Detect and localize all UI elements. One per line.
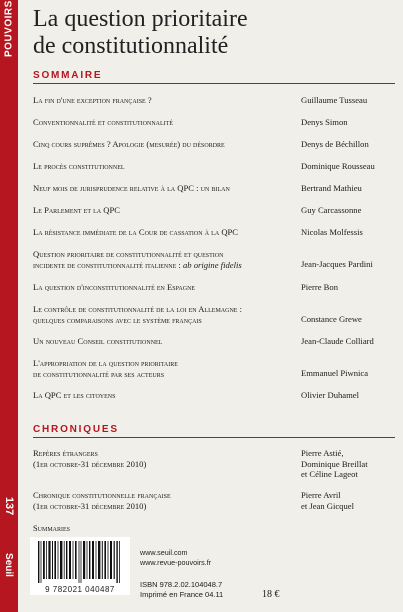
toc-article: La question d'inconstitutionnalité en Espagne: [33, 282, 196, 292]
toc-article-line: quelques comparaisons avec le système français: [33, 314, 202, 325]
toc-author: Dominique Rousseau: [301, 161, 375, 171]
printed-in: Imprimé en France 04.11: [140, 590, 224, 599]
chronique-row: [33, 448, 395, 482]
toc-author: Constance Grewe: [301, 314, 362, 324]
chroniques-rule: [33, 437, 395, 438]
sommaire-rule: [33, 83, 395, 84]
chronique-line: (1er octobre-31 décembre 2010): [33, 458, 147, 469]
barcode-number: 9 782021 040487: [45, 585, 115, 594]
toc-article: Le procès constitutionnel: [33, 161, 125, 171]
toc-article-line: Question prioritaire de constitutionnalité et question: [33, 249, 224, 259]
toc-article-line: Le contrôle de constitutionnalité de la loi en Allemagne :: [33, 304, 243, 314]
toc-author: Nicolas Molfessis: [301, 227, 363, 237]
chronique-author-line: et Jean Gicquel: [301, 500, 354, 511]
toc-article: La résistance immédiate de la Cour de cassation à la QPC: [33, 227, 239, 237]
url-pouvoirs[interactable]: www.revue-pouvoirs.fr: [140, 558, 212, 567]
toc-article: La fin d'une exception française ?: [33, 95, 152, 105]
side-strip: [0, 0, 18, 612]
sommaire-heading: SOMMAIRE: [33, 70, 103, 81]
barcode-bars: [38, 541, 122, 583]
brand-label: POUVOIRS: [3, 0, 15, 58]
toc-article-line: incidente de constitutionnalité italienne :: [33, 259, 181, 270]
toc-author: Bertrand Mathieu: [301, 183, 362, 193]
chronique-line: (1er octobre-31 décembre 2010): [33, 500, 147, 511]
title-line-2: de constitutionnalité: [33, 33, 229, 59]
toc-article-line: L'appropriation de la question prioritaire: [33, 358, 178, 368]
chronique-title: [33, 448, 298, 469]
price: 18 €: [262, 589, 280, 600]
toc-author: Guy Carcassonne: [301, 205, 362, 215]
toc-article: Cinq cours suprêmes ? Apologie (mesurée) du désordre: [33, 139, 225, 149]
toc-article: Neuf mois de jurisprudence relative à la QPC : un bilan: [33, 183, 230, 193]
summaries-label: Summaries: [33, 524, 70, 533]
chronique-author-line: Pierre Astié,: [301, 448, 344, 458]
toc-article-line: de constitutionnalité par ses acteurs: [33, 368, 165, 379]
page-title: [33, 6, 393, 60]
toc-author: Pierre Bon: [301, 282, 338, 292]
toc-author: Jean-Claude Colliard: [301, 336, 374, 346]
chronique-title: [33, 490, 298, 511]
barcode: [30, 537, 130, 595]
footer-urls: [140, 548, 211, 568]
toc-author: Guillaume Tusseau: [301, 95, 368, 105]
title-line-1: La question prioritaire: [33, 6, 248, 32]
toc-article: Le Parlement et la QPC: [33, 205, 120, 215]
chronique-author-line: et Céline Lageot: [301, 469, 358, 479]
isbn: ISBN 978.2.02.104048.7: [140, 580, 223, 589]
toc-article: [33, 304, 298, 325]
chronique-authors: [301, 490, 397, 511]
toc-article-italic: ab origine fidelis: [182, 259, 242, 270]
toc-author: Olivier Duhamel: [301, 390, 359, 400]
chronique-author-line: Pierre Avril: [301, 490, 341, 500]
toc-article: Conventionnalité et constitutionnalité: [33, 117, 173, 127]
toc-author: Denys de Béchillon: [301, 139, 369, 149]
issue-number: 137: [3, 496, 15, 516]
url-seuil[interactable]: www.seuil.com: [140, 548, 188, 557]
toc-author: Jean-Jacques Pardini: [301, 259, 373, 269]
chronique-line: Chronique constitutionnelle française: [33, 490, 171, 500]
chronique-authors: [301, 448, 397, 480]
toc-author: Emmanuel Piwnica: [301, 368, 369, 378]
toc-article: [33, 358, 298, 379]
toc-author: Denys Simon: [301, 117, 348, 127]
chronique-author-line: Dominique Breillat: [301, 458, 368, 469]
toc-article: La QPC et les citoyens: [33, 390, 116, 400]
toc-article: Un nouveau Conseil constitutionnel: [33, 336, 163, 346]
chroniques-heading: CHRONIQUES: [33, 424, 119, 435]
chronique-line: Repères étrangers: [33, 448, 98, 458]
toc-article: [33, 249, 298, 270]
isbn-block: [140, 580, 223, 600]
publisher-label: Seuil: [3, 553, 15, 577]
